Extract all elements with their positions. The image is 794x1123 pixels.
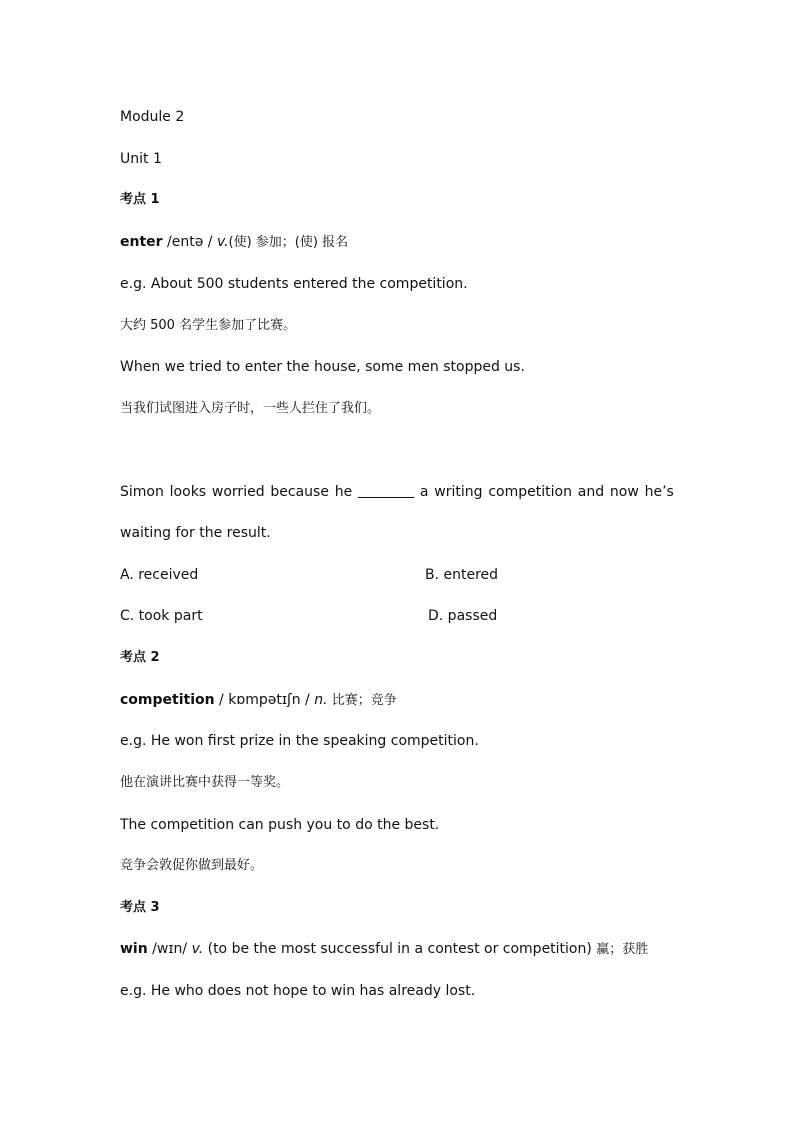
point2-example2-en: The competition can push you to do the best. — [120, 817, 440, 833]
point3-example1-en: e.g. He who does not hope to win has already lost. — [120, 983, 476, 999]
exercise-word: Simon — [120, 484, 164, 500]
point2-entry — [120, 691, 397, 710]
exercise-word: a — [419, 484, 429, 500]
point3-phonetic: /wɪn/ — [147, 941, 192, 957]
point2-example1-en: e.g. He won first prize in the speaking competition. — [120, 733, 479, 749]
exercise-word: competition — [488, 484, 572, 500]
point3-pos: v. — [191, 941, 204, 957]
point2-phonetic: / kɒmpətɪʃn / — [214, 692, 315, 708]
answer-blank — [358, 483, 414, 498]
exercise-word: because — [270, 484, 329, 500]
point1-pos: v. — [216, 234, 229, 250]
option-d: D. passed — [428, 608, 498, 624]
point3-label: 考点 3 — [120, 900, 160, 915]
point2-pos: n. — [314, 692, 328, 708]
point2-word: competition — [120, 692, 215, 708]
exercise-question-line2: waiting for the result. — [120, 525, 271, 541]
point2-example1-zh: 他在演讲比赛中获得一等奖。 — [120, 775, 290, 790]
point2-meaning: 比赛；竞争 — [327, 693, 397, 708]
option-b: B. entered — [425, 567, 499, 583]
point3-word: win — [120, 941, 148, 957]
point1-example1-zh: 大约 500 名学生参加了比赛。 — [120, 318, 297, 333]
point1-example2-en: When we tried to enter the house, some men stopped us. — [120, 359, 525, 375]
point1-entry — [120, 233, 348, 252]
exercise-word: and — [577, 484, 605, 500]
point1-label: 考点 1 — [120, 192, 160, 207]
exercise-word: worried — [211, 484, 265, 500]
module-title: Module 2 — [120, 109, 185, 125]
exercise-word: writing — [434, 484, 483, 500]
exercise-word: looks — [169, 484, 207, 500]
exercise-question-line1 — [120, 483, 674, 501]
point3-meaning: 赢；获胜 — [596, 942, 649, 957]
exercise-word: he’s — [644, 484, 674, 500]
point1-meaning: (使) 参加；(使) 报名 — [228, 235, 349, 250]
point1-example2-zh: 当我们试图进入房子时，一些人拦住了我们。 — [120, 401, 381, 416]
unit-title: Unit 1 — [120, 151, 162, 167]
exercise-word: he — [334, 484, 353, 500]
point1-word: enter — [120, 234, 163, 250]
point1-example1-en: e.g. About 500 students entered the competition. — [120, 276, 468, 292]
exercise-word: now — [609, 484, 639, 500]
option-c: C. took part — [120, 608, 203, 624]
point3-definition: (to be the most successful in a contest or competition) — [203, 941, 597, 957]
point1-phonetic: /entə / — [162, 234, 217, 250]
option-a: A. received — [120, 567, 199, 583]
point2-example2-zh: 竞争会敦促你做到最好。 — [120, 858, 264, 873]
point2-label: 考点 2 — [120, 650, 160, 665]
point3-entry — [120, 940, 648, 959]
